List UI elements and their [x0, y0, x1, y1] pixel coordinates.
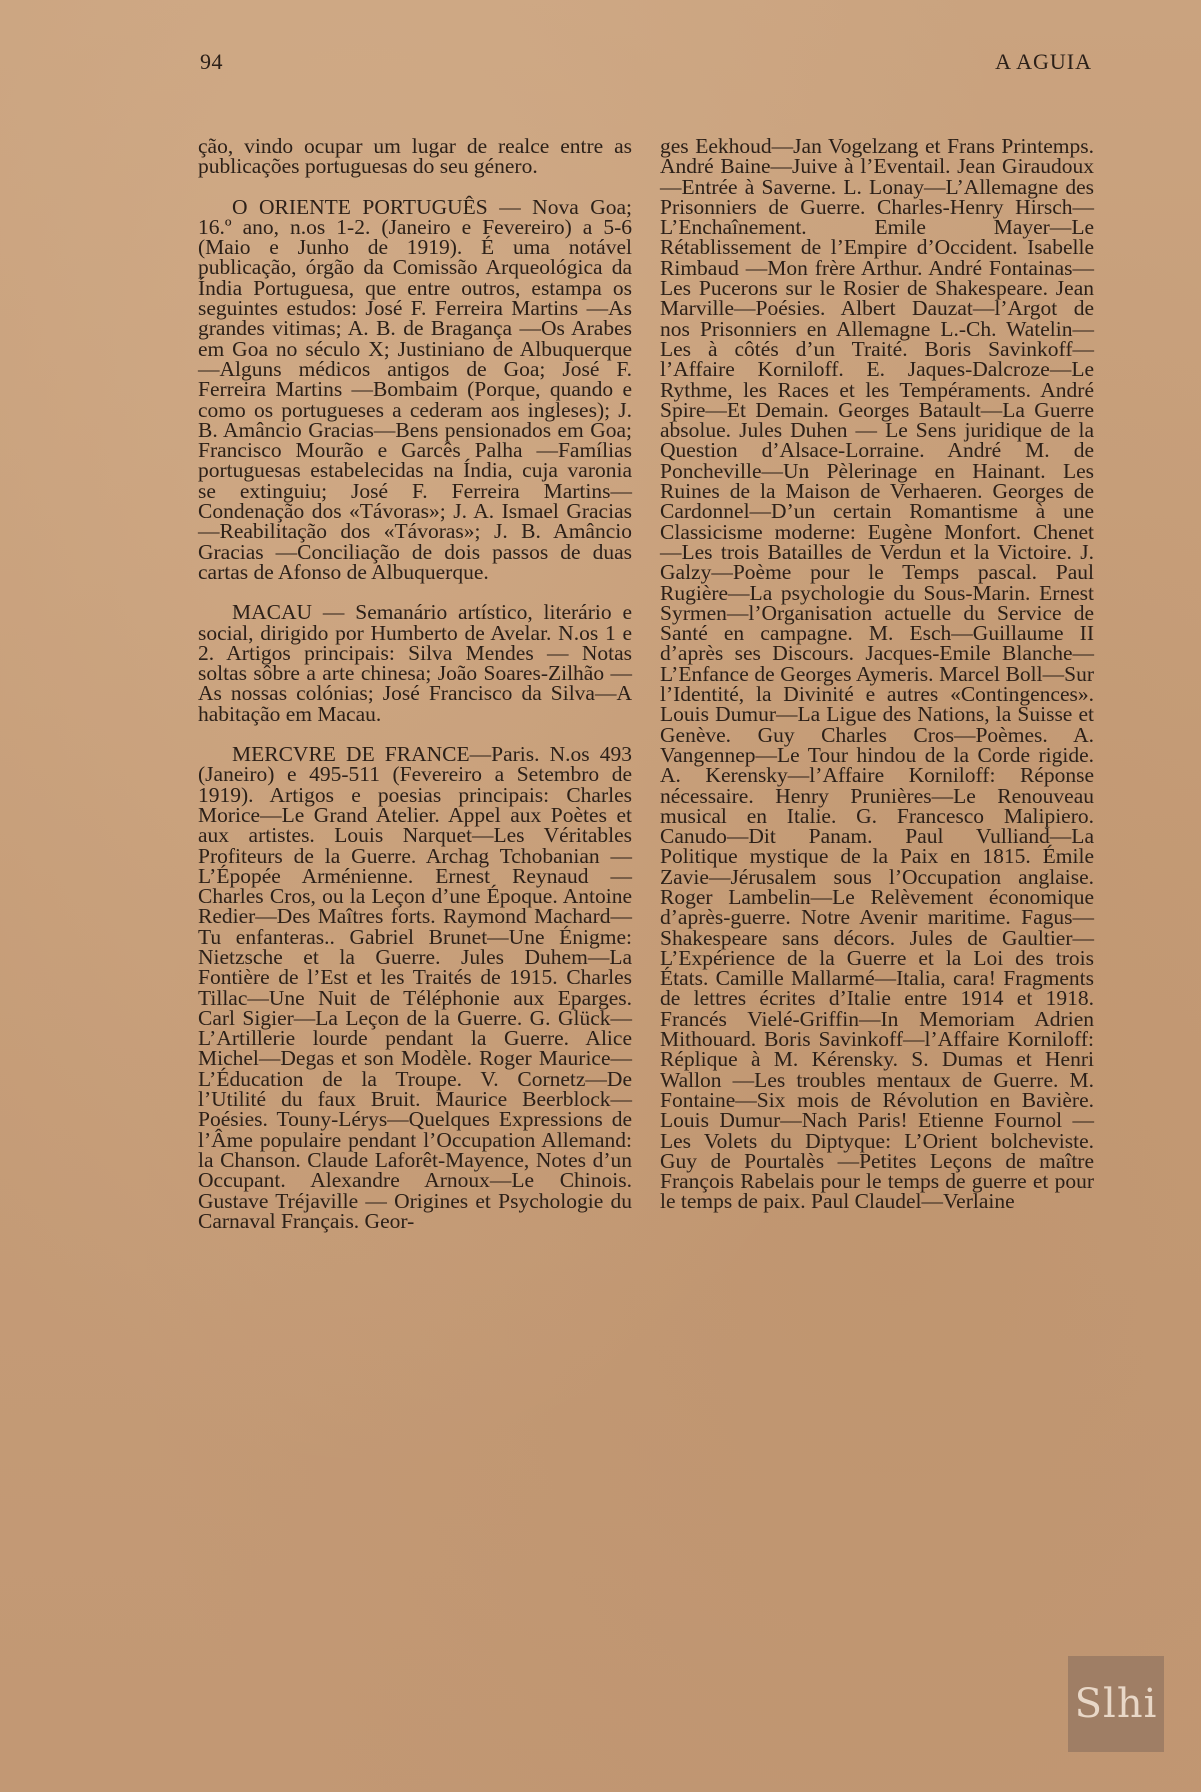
text-columns: [198, 136, 1094, 1231]
running-head: A AGUIA: [995, 49, 1092, 74]
entry-oriente-portugues: O ORIENTE PORTUGUÊS — Nova Goa; 16.º ano, n.os 1-2. (Janeiro e Fevereiro) a 5-6 (Maio e Junho de 1919). É uma notável publicação, órgão da Comissão Arqueológica da Índia Portuguesa, que entre outros, estampa os seguintes estudos: José F. Ferreira Martins —As grandes vitimas; A. B. de Bragança —Os Arabes em Goa no século X; Justiniano de Albuquerque—Alguns médicos antigos de Goa; José F. Ferreira Martins —Bombaim (Porque, quando e como os portugueses a cederam aos ingleses); J. B. Amâncio Gracias—Bens pensionados em Goa; Francisco Mourão e Garcês Palha —Famílias portuguesas estabelecidas na Índia, cuja varonia se extinguiu; José F. Ferreira Martins—Condenação dos «Távoras»; J. A. Ismael Gracias—Reabilitação dos «Távoras»; J. B. Amâncio Gracias —Conciliação de dois passos de duas cartas de Afonso de Albuquerque.: [198, 194, 632, 584]
entry-macau: MACAU — Semanário artístico, literário e social, dirigido por Humberto de Avelar. N.os 1 e 2. Artigos principais: Silva Mendes — Notas soltas sôbre a arte chinesa; João Soares-Zilhão — As nossas colónias; José Francisco da Silva—A habitação em Macau.: [198, 600, 632, 726]
entry-mercure-de-france: MERCVRE DE FRANCE—Paris. N.os 493 (Janeiro) e 495-511 (Fevereiro a Setembro de 1919). Artigos e poesias principais: Charles Morice—Le Grand Atelier. Appel aux Poètes et aux artistes. Louis Narquet—Les Véritables Profiteurs de la Guerre. Archag Tchobanian — L’Épopée Arménienne. Ernest Reynaud — Charles Cros, ou la Leçon d’une Époque. Antoine Redier—Des Maîtres forts. Raymond Machard—Tu enfanteras.. Gabriel Brunet—Une Énigme: Nietzsche et la Guerre. Jules Duhem—La Fontière de l’Est et les Traités de 1915. Charles Tillac—Une Nuit de Téléphonie aux Eparges. Carl Sigier—La Leçon de la Guerre. G. Glück—L’Artillerie lourde pendant la Guerre. Alice Michel—Degas et son Modèle. Roger Maurice—L’Éducation de la Troupe. V. Cornetz—De l’Utilité du faux Bruit. Maurice Beerblock—Poésies. Touny-Lérys—Quelques Expressions de l’Âme populaire pendant l’Occupation Allemand: la Chanson. Claude Laforêt-Mayence, Notes d’un Occupant. Alexandre Arnoux—Le Chinois. Gustave Tréjaville — Origines et Psychologie du Carnaval Français. Geor-: [198, 742, 632, 1233]
stamp-text: Slhi: [1074, 1681, 1158, 1727]
entry-mercure-continuation: ges Eekhoud—Jan Vogelzang et Frans Printemps. André Baine—Juive à l’Eventail. Jean Giraudoux—Entrée à Saverne. L. Lonay—L’Allemagne des Prisonniers de Guerre. Charles-Henry Hirsch—L’Enchaînement. Emile Mayer—Le Rétablissement de l’Empire d’Occident. Isabelle Rimbaud —Mon frère Arthur. André Fontainas—Les Pucerons sur le Rosier de Shakespeare. Jean Marville—Poésies. Albert Dauzat—l’Argot de nos Prisonniers en Allemagne L.-Ch. Watelin—Les à côtés d’un Traité. Boris Savinkoff—l’Affaire Korniloff. E. Jaques-Dalcroze—Le Rythme, les Races et les Tempéraments. André Spire—Et Demain. Georges Batault—La Guerre absolue. Jules Duhen — Le Sens juridique de la Question d’Alsace-Lorraine. André M. de Poncheville—Un Pèlerinage en Hainant. Les Ruines de la Maison de Verhaeren. Georges de Cardonnel—D’un certain Romantisme à une Classicisme moderne: Eugène Monfort. Chenet —Les trois Batailles de Verdun et la Victoire. J. Galzy—Poème pour le Temps pascal. Paul Rugière—La psychologie du Sous-Marin. Ernest Syrmen—l’Organisation actuelle du Service de Santé en campagne. M. Esch—Guillaume II d’après ses Discours. Jacques-Emile Blanche—L’Enfance de Georges Aymeris. Marcel Boll—Sur l’Identité, la Divinité e autres «Contingences». Louis Dumur—La Ligue des Nations, la Suisse et Genève. Guy Charles Cros—Poèmes. A. Vangennep—Le Tour hindou de la Corde rigide. A. Kerensky—l’Affaire Korniloff: Réponse nécessaire. Henry Prunières—Le Renouveau musical en Italie. G. Francesco Malipiero. Canudo—Dit Panam. Paul Vulliand—La Politique mystique de la Paix en 1815. Émile Zavie—Jérusalem sous l’Occupation anglaise. Roger Lambelin—Le Relèvement économique d’après-guerre. Notre Avenir maritime. Fagus—Shakespeare sans décors. Jules de Gaultier—L’Expérience de la Guerre et la Loi des trois États. Camille Mallarmé—Italia, cara! Fragments de lettres écrites d’Italie entre 1914 et 1918. Francés Vielé-Griffin—In Memoriam Adrien Mithouard. Boris Savinkoff—l’Affaire Korniloff: Réplique à M. Kérensky. S. Dumas et Henri Wallon —Les troubles mentaux de Guerre. M. Fontaine—Six mois de Révolution en Bavière. Louis Dumur—Nach Paris! Etienne Fournol — Les Volets du Diptyque: L’Orient bolcheviste. Guy de Pourtalès —Petites Leçons de maître François Rabelais pour le temps de guerre et pour le temps de paix. Paul Claudel—Verlaine: [660, 134, 1094, 1214]
left-column: [198, 136, 632, 1231]
page-number: 94: [200, 49, 223, 74]
paragraph-continuation: ção, vindo ocupar um lugar de realce entre as publicações portuguesas do seu género.: [198, 134, 632, 179]
right-column: [660, 136, 1094, 1231]
page-header: [200, 48, 1092, 76]
library-stamp-logo: [1068, 1656, 1164, 1752]
